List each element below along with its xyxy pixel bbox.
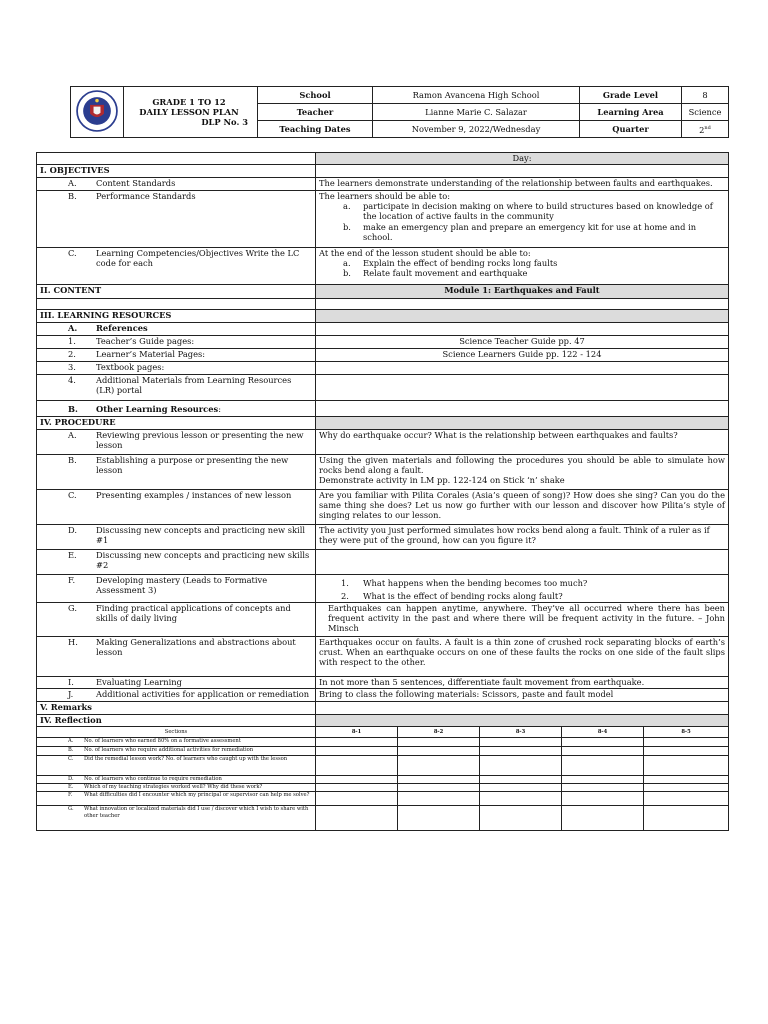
competencies-label — [37, 248, 316, 285]
content-value: Module 1: Earthquakes and Fault — [316, 285, 729, 299]
letter-c: C. — [68, 490, 77, 500]
reflection-row-f — [37, 792, 316, 806]
header-table — [70, 86, 729, 138]
procedure-b-label — [37, 455, 316, 490]
performance-a: participate in decision making on where to build structures based on knowledge of the location of active faults in the community — [363, 201, 713, 222]
letter-b: B. — [68, 455, 77, 465]
procedure-j-text: Additional activities for application or remediation — [96, 689, 310, 699]
lm-value: Science Learners Guide pp. 122 - 124 — [316, 349, 729, 362]
procedure-a-value: Why do earthquake occur? What is the relationship between earthquakes and faults? — [316, 430, 729, 455]
area-label: Learning Area — [580, 104, 682, 121]
content-standards-label — [37, 178, 316, 191]
reflection-cell — [398, 776, 480, 784]
objectives-blank — [316, 165, 729, 178]
reflection-cell — [480, 738, 562, 747]
procedure-g-value: Earthquakes can happen anytime, anywhere. They’ve all occurred where there has been frequent activity in the past and where there will be frequent activity in the future. – John Minsch — [316, 603, 729, 637]
letter-b: B. — [68, 747, 74, 754]
reflection-cell — [644, 784, 729, 792]
other-resources-label — [37, 401, 316, 417]
reflection-cell — [480, 792, 562, 806]
reflection-text: No. of learners who continue to require remediation — [84, 776, 222, 783]
column-header: 8-1 — [316, 727, 398, 738]
num-3: 3. — [68, 362, 76, 372]
performance-intro: The learners should be able to: — [319, 191, 451, 201]
question-1: What happens when the bending becomes too much? — [363, 578, 588, 588]
reflection-row-a — [37, 738, 316, 747]
reflection-blank — [316, 715, 729, 727]
procedure-e-label — [37, 550, 316, 575]
reflection-cell — [562, 747, 644, 756]
sub-a: a. — [343, 201, 351, 212]
tg-label — [37, 336, 316, 349]
letter-c: C. — [68, 248, 77, 258]
num-1: 1. — [68, 336, 76, 346]
procedure-i-text: Evaluating Learning — [96, 677, 182, 687]
reflection-row-d — [37, 776, 316, 784]
letter-e: E. — [68, 550, 77, 560]
reflection-row-g — [37, 806, 316, 831]
quarter-suffix: nd — [704, 125, 711, 132]
procedure-g-text: Finding practical applications of concepts and skills of daily living — [96, 603, 291, 624]
column-header: 8-2 — [398, 727, 480, 738]
other-resources-value — [316, 401, 729, 417]
procedure-heading: IV. PROCEDURE — [37, 417, 316, 430]
procedure-d-text: Discussing new concepts and practicing new skill #1 — [96, 525, 306, 546]
reflection-cell — [398, 738, 480, 747]
plan-title-line1: GRADE 1 TO 12 — [152, 96, 226, 107]
reflection-cell — [398, 792, 480, 806]
procedure-j-value: Bring to class the following materials: Scissors, paste and fault model — [316, 689, 729, 702]
reflection-cell — [316, 784, 398, 792]
references-label — [37, 323, 316, 336]
letter-f: F. — [68, 575, 76, 585]
content-standards-text: Content Standards — [96, 178, 176, 188]
lm-text: Learner’s Material Pages: — [96, 349, 206, 359]
content-spacer — [37, 299, 316, 310]
competencies-text: Learning Competencies/Objectives Write the LC code for each — [96, 248, 300, 269]
performance-standards-label — [37, 191, 316, 248]
num-2: 2. — [341, 591, 349, 602]
resources-heading: III. LEARNING RESOURCES — [37, 310, 316, 323]
reflection-cell — [644, 776, 729, 784]
reflection-text: No. of learners who earned 80% on a formative assessment — [84, 738, 241, 745]
school-label: School — [258, 87, 373, 104]
num-1: 1. — [341, 578, 349, 588]
reflection-text: Which of my teaching strategies worked well? Why did these work? — [84, 784, 263, 791]
reflection-cell — [480, 747, 562, 756]
sub-a: a. — [343, 258, 351, 269]
letter-b: B. — [68, 404, 78, 414]
reflection-cell — [644, 747, 729, 756]
remarks-value — [316, 702, 729, 715]
procedure-c-label — [37, 490, 316, 525]
procedure-c-value: Are you familiar with Pilita Corales (Asia’s queen of song)? How does she sing? Can you do the same thing she does? Let us now go further with our lesson and discover how Pilita’s style of singing relates to our lesson. — [316, 490, 729, 525]
procedure-c-text: Presenting examples / instances of new lesson — [96, 490, 292, 500]
reflection-cell — [480, 776, 562, 784]
dates-label: Teaching Dates — [258, 121, 373, 138]
reflection-cell — [644, 792, 729, 806]
procedure-b-line2: Demonstrate activity in LM pp. 122-124 on Stick ‘n’ shake — [319, 475, 565, 486]
dates-value: November 9, 2022/Wednesday — [373, 121, 580, 138]
reflection-cell — [316, 792, 398, 806]
quarter-number: 2 — [699, 124, 705, 135]
letter-j: J. — [68, 689, 74, 699]
reflection-cell — [316, 747, 398, 756]
deped-seal-icon — [71, 89, 123, 133]
teacher-label: Teacher — [258, 104, 373, 121]
performance-standards-value — [316, 191, 729, 248]
competencies-value — [316, 248, 729, 285]
letter-a: A. — [68, 430, 77, 440]
reflection-cell — [644, 756, 729, 776]
num-4: 4. — [68, 375, 76, 385]
procedure-d-label — [37, 525, 316, 550]
reflection-cell — [480, 784, 562, 792]
column-header: 8-5 — [644, 727, 729, 738]
tb-label — [37, 362, 316, 375]
procedure-i-value: In not more than 5 sentences, differentiate fault movement from earthquake. — [316, 677, 729, 689]
procedure-h-label — [37, 637, 316, 677]
grade-value: 8 — [682, 87, 729, 104]
competencies-intro: At the end of the lesson student should be able to: — [319, 248, 531, 258]
procedure-i-label — [37, 677, 316, 689]
grade-label: Grade Level — [580, 87, 682, 104]
procedure-b-line1: Using the given materials and following the procedures you should be able to simulate how rocks bend along a fault. — [319, 455, 725, 476]
reflection-cell — [316, 806, 398, 831]
reflection-cell — [644, 738, 729, 747]
reflection-text: What difficulties did I encounter which my principal or supervisor can help me solve? — [84, 792, 310, 799]
other-resources-text: Other Learning Resources — [96, 404, 219, 414]
lm-label — [37, 349, 316, 362]
reflection-row-b — [37, 747, 316, 756]
tb-text: Textbook pages: — [96, 362, 165, 372]
procedure-b-value — [316, 455, 729, 490]
other-resources-colon: : — [218, 404, 221, 414]
reflection-cell — [480, 806, 562, 831]
reflection-row-c — [37, 756, 316, 776]
letter-d: D. — [68, 525, 77, 535]
procedure-a-text: Reviewing previous lesson or presenting the new lesson — [96, 430, 304, 451]
reflection-cell — [562, 792, 644, 806]
performance-standards-text: Performance Standards — [96, 191, 196, 201]
letter-e: E. — [68, 784, 74, 791]
letter-g: G. — [68, 806, 74, 813]
letter-a: A. — [68, 738, 74, 745]
sub-b: b. — [343, 221, 351, 232]
plan-title — [124, 87, 258, 138]
reflection-cell — [562, 738, 644, 747]
reflection-cell — [316, 776, 398, 784]
reflection-heading: IV. Reflection — [37, 715, 316, 727]
letter-b: B. — [68, 191, 77, 201]
reflection-cell — [316, 738, 398, 747]
letter-h: H. — [68, 637, 78, 647]
reflection-row-e — [37, 784, 316, 792]
reflection-text: No. of learners who require additional activities for remediation — [84, 747, 254, 754]
sections-header: Sections — [37, 727, 316, 738]
procedure-h-text: Making Generalizations and abstractions about lesson — [96, 637, 296, 658]
lesson-plan-table — [36, 152, 729, 831]
competency-b: Relate fault movement and earthquake — [363, 268, 528, 279]
lr-label — [37, 375, 316, 401]
school-value: Ramon Avancena High School — [373, 87, 580, 104]
letter-f: F. — [68, 792, 73, 799]
letter-i: I. — [68, 677, 74, 687]
reflection-cell — [562, 784, 644, 792]
reflection-cell — [398, 784, 480, 792]
reflection-cell — [398, 806, 480, 831]
procedure-e-value — [316, 550, 729, 575]
sub-b: b. — [343, 268, 351, 279]
procedure-e-text: Discussing new concepts and practicing new skills #2 — [96, 550, 310, 571]
teacher-value: Lianne Marie C. Salazar — [373, 104, 580, 121]
procedure-j-label — [37, 689, 316, 702]
objectives-heading: I. OBJECTIVES — [37, 165, 316, 178]
content-spacer-value — [316, 299, 729, 310]
procedure-f-value — [316, 575, 729, 603]
procedure-blank — [316, 417, 729, 430]
remarks-heading: V. Remarks — [37, 702, 316, 715]
resources-blank — [316, 310, 729, 323]
plan-title-line3: DLP No. 3 — [201, 117, 248, 128]
content-heading: II. CONTENT — [37, 285, 316, 299]
lr-value — [316, 375, 729, 401]
day-label: Day: — [316, 153, 729, 165]
letter-g: G. — [68, 603, 77, 613]
procedure-a-label — [37, 430, 316, 455]
reflection-cell — [398, 756, 480, 776]
competency-a: Explain the effect of bending rocks long faults — [363, 258, 558, 269]
letter-a: A. — [68, 323, 78, 333]
quarter-value — [682, 121, 729, 138]
num-2: 2. — [68, 349, 76, 359]
lr-text: Additional Materials from Learning Resources (LR) portal — [96, 375, 292, 396]
reflection-cell — [316, 756, 398, 776]
content-standards-value: The learners demonstrate understanding of the relationship between faults and earthquakes. — [316, 178, 729, 191]
day-blank — [37, 153, 316, 165]
column-header: 8-4 — [562, 727, 644, 738]
letter-c: C. — [68, 756, 74, 763]
quarter-label: Quarter — [580, 121, 682, 138]
references-text: References — [96, 323, 148, 333]
procedure-f-text: Developing mastery (Leads to Formative Assessment 3) — [96, 575, 268, 596]
reflection-cell — [562, 776, 644, 784]
references-value — [316, 323, 729, 336]
reflection-cell — [562, 806, 644, 831]
procedure-b-text: Establishing a purpose or presenting the new lesson — [96, 455, 289, 476]
procedure-h-value: Earthquakes occur on faults. A fault is a thin zone of crushed rock separating blocks of earth’s crust. When an earthquake occurs on one of these faults the rocks on one side of the fault slips with respect to the other. — [316, 637, 729, 677]
reflection-text: Did the remedial lesson work? No. of learners who caught up with the lesson — [84, 756, 288, 763]
reflection-cell — [480, 756, 562, 776]
reflection-cell — [398, 747, 480, 756]
procedure-d-value: The activity you just performed simulates how rocks bend along a fault. Think of a ruler as if they were put of the ground, how can you figure it? — [316, 525, 729, 550]
letter-a: A. — [68, 178, 77, 188]
letter-d: D. — [68, 776, 74, 783]
question-2: What is the effect of bending rocks along fault? — [363, 591, 563, 602]
tg-text: Teacher’s Guide pages: — [96, 336, 195, 346]
procedure-g-label — [37, 603, 316, 637]
procedure-f-label — [37, 575, 316, 603]
reflection-cell — [644, 806, 729, 831]
column-header: 8-3 — [480, 727, 562, 738]
tg-value: Science Teacher Guide pp. 47 — [316, 336, 729, 349]
seal-cell — [71, 87, 124, 138]
performance-b: make an emergency plan and prepare an emergency kit for use at home and in school. — [363, 221, 697, 242]
area-value: Science — [682, 104, 729, 121]
tb-value — [316, 362, 729, 375]
reflection-text: What innovation or localized materials did I use / discover which I wish to share with other teacher — [84, 806, 309, 819]
reflection-cell — [562, 756, 644, 776]
plan-title-line2: DAILY LESSON PLAN — [139, 107, 239, 117]
